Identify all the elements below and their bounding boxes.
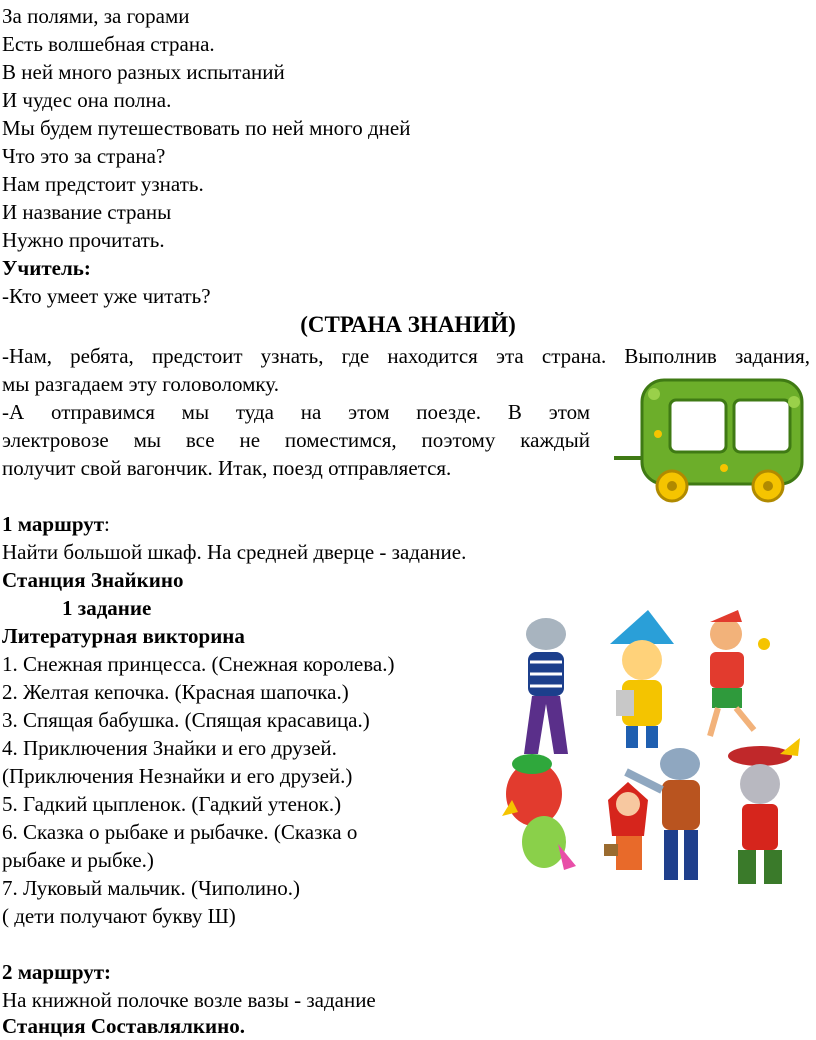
flower-decoration <box>720 464 728 472</box>
wheel-hub <box>667 481 677 491</box>
wheel-hub <box>763 481 773 491</box>
wagon-window-left <box>670 400 726 452</box>
quiz-title: Литературная викторина <box>2 624 245 648</box>
train-text-line: получит свой вагончик. Итак, поезд отправляется. <box>2 456 452 480</box>
puss-in-boots-character <box>728 738 800 884</box>
quiz-item: (Приключения Незнайки и его друзей.) <box>2 764 353 788</box>
route1-heading <box>2 510 110 538</box>
teacher-label: Учитель: <box>2 256 91 280</box>
leaf-decoration <box>788 396 800 408</box>
quiz-item: рыбаке и рыбке.) <box>2 848 154 872</box>
dunno-character <box>610 610 674 748</box>
quiz-item: 1. Снежная принцесса. (Снежная королева.) <box>2 652 395 676</box>
poem-line: Нам предстоит узнать. <box>2 172 204 196</box>
teacher-question: -Кто умеет уже читать? <box>2 284 211 308</box>
route1-station: Станция Знайкино <box>2 568 184 592</box>
quiz-item: 6. Сказка о рыбаке и рыбачке. (Сказка о <box>2 820 358 844</box>
wolf-character <box>524 618 568 754</box>
quiz-item: 2. Желтая кепочка. (Красная шапочка.) <box>2 680 349 704</box>
quiz-item: 7. Луковый мальчик. (Чиполино.) <box>2 876 301 900</box>
quiz-item: 5. Гадкий цыпленок. (Гадкий утенок.) <box>2 792 342 816</box>
train-text-line: -А отправимся мы туда на этом поезде. В этом <box>2 400 590 424</box>
quiz-item: 4. Приключения Знайки и его друзей. <box>2 736 337 760</box>
parrot-character <box>502 754 576 870</box>
poem-line: И название страны <box>2 200 172 224</box>
red-riding-hood-character <box>604 782 648 870</box>
poem-line: За полями, за горами <box>2 4 190 28</box>
route2-station: Станция Составлялкино. <box>2 1014 245 1038</box>
leaf-decoration <box>648 388 660 400</box>
intro-line: мы разгадаем эту головоломку. <box>2 372 279 396</box>
intro-line: -Нам, ребята, предстоит узнать, где находится эта страна. Выполнив задания, <box>2 344 810 368</box>
route1-colon: : <box>104 512 110 536</box>
poem-line: И чудес она полна. <box>2 88 172 112</box>
flower-decoration <box>654 430 662 438</box>
route2-label: 2 маршрут: <box>2 960 112 984</box>
train-text-line: электровозе мы все не поместимся, поэтому каждый <box>2 428 590 452</box>
wagon-illustration <box>614 372 812 506</box>
quiz-item: 3. Спящая бабушка. (Спящая красавица.) <box>2 708 370 732</box>
poem-line: В ней много разных испытаний <box>2 60 285 84</box>
route1-task: 1 задание <box>62 596 152 620</box>
poem-line: Что это за страна? <box>2 144 166 168</box>
wagon-window-right <box>734 400 790 452</box>
country-title: (СТРАНА ЗНАНИЙ) <box>300 312 516 337</box>
route2-instruction: На книжной полочке возле вазы - задание <box>2 988 376 1012</box>
poem-line: Нужно прочитать. <box>2 228 165 252</box>
poem-line: Мы будем путешествовать по ней много дней <box>2 116 411 140</box>
quiz-note: ( дети получают букву Ш) <box>2 904 236 928</box>
poem-line: Есть волшебная страна. <box>2 32 215 56</box>
pinocchio-character <box>710 610 770 736</box>
cartoon-characters-illustration <box>498 604 808 892</box>
route1-label: 1 маршрут <box>2 512 105 536</box>
route1-instruction: Найти большой шкаф. На средней дверце - задание. <box>2 540 467 564</box>
